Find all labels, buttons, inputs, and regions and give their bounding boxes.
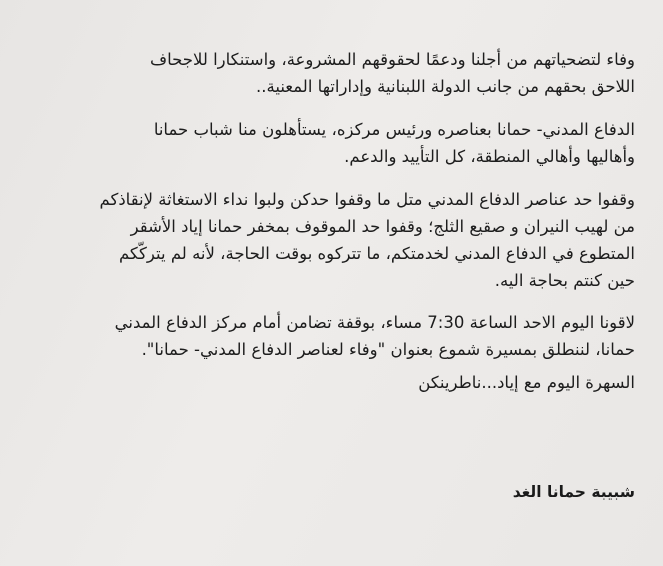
paragraph-line: حمانا، لننطلق بمسيرة شموع بعنوان "وفاء لعناصر الدفاع المدني- حمانا".: [141, 340, 635, 359]
paragraph-line: الدفاع المدني- حمانا بعناصره ورئيس مركزه، يستأهلون منا شباب حمانا: [153, 120, 635, 139]
paragraph-line: حين كنتم بحاجة اليه.: [494, 271, 635, 290]
paragraph-line: اللاحق بحقهم من جانب الدولة اللبنانية وإداراتها المعنية..: [256, 77, 635, 96]
paragraph-line: السهرة اليوم مع إياد...ناطرينكن: [418, 373, 635, 392]
paragraph-line: وقفوا حد عناصر الدفاع المدني متل ما وقفوا حدكن ولبوا نداء الاستغاثة لإنقاذكم: [99, 190, 635, 209]
paragraph-event-details: [30, 309, 635, 363]
paragraph-solidarity-intro: [30, 46, 635, 100]
signature: شبيبة حمانا الغد: [512, 483, 635, 501]
paragraph-call-to-stand: [30, 186, 635, 294]
paragraph-line: لاقونا اليوم الاحد الساعة 7:30 مساء، بوقفة تضامن أمام مركز الدفاع المدني: [114, 313, 635, 332]
paragraph-civil-defense-support: [30, 116, 635, 170]
paragraph-line: من لهيب النيران و صقيع الثلج؛ وقفوا حد الموقوف بمخفر حمانا إياد الأشقر: [130, 217, 635, 236]
paragraph-line: وأهاليها وأهالي المنطقة، كل التأييد والدعم.: [344, 147, 635, 166]
paragraph-line: وفاء لتضحياتهم من أجلنا ودعمًا لحقوقهم المشروعة، واستنكارا للاجحاف: [150, 50, 635, 69]
paragraph-closing: [30, 369, 635, 396]
paragraph-line: المتطوع في الدفاع المدني لخدمتكم، ما تتركوه بوقت الحاجة، لأنه لم يتركّكم: [118, 244, 635, 263]
